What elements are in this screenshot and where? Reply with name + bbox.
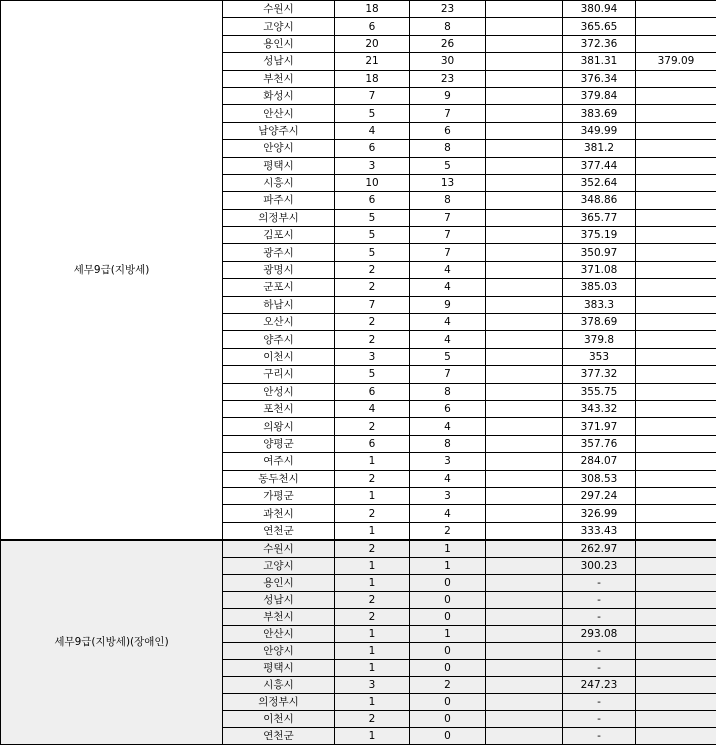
score-cell: 383.69 — [563, 105, 636, 122]
empty-cell — [486, 557, 563, 574]
empty-cell — [486, 348, 563, 365]
score-cell: - — [563, 608, 636, 625]
overall-avg-cell — [636, 608, 716, 625]
empty-cell — [486, 505, 563, 522]
overall-avg-cell — [636, 140, 716, 157]
count-b-cell: 7 — [410, 244, 486, 261]
empty-cell — [486, 18, 563, 35]
region-cell: 이천시 — [223, 710, 335, 727]
count-a-cell: 2 — [335, 261, 410, 278]
overall-avg-cell — [636, 625, 716, 642]
empty-cell — [486, 625, 563, 642]
empty-cell — [486, 157, 563, 174]
region-cell: 고양시 — [223, 18, 335, 35]
count-b-cell: 26 — [410, 35, 486, 52]
count-b-cell: 0 — [410, 693, 486, 710]
region-cell: 안양시 — [223, 642, 335, 659]
empty-cell — [486, 279, 563, 296]
score-cell: - — [563, 659, 636, 676]
score-cell: 357.76 — [563, 435, 636, 452]
overall-avg-cell — [636, 676, 716, 693]
count-a-cell: 3 — [335, 676, 410, 693]
overall-avg-cell — [636, 366, 716, 383]
count-a-cell: 6 — [335, 18, 410, 35]
overall-avg-cell — [636, 192, 716, 209]
count-a-cell: 7 — [335, 296, 410, 313]
score-cell: 375.19 — [563, 227, 636, 244]
count-b-cell: 4 — [410, 331, 486, 348]
score-cell: 353 — [563, 348, 636, 365]
empty-cell — [486, 1, 563, 18]
count-a-cell: 1 — [335, 659, 410, 676]
overall-avg-cell — [636, 261, 716, 278]
count-a-cell: 18 — [335, 1, 410, 18]
empty-cell — [486, 693, 563, 710]
score-cell: 379.8 — [563, 331, 636, 348]
count-a-cell: 3 — [335, 348, 410, 365]
region-cell: 시흥시 — [223, 174, 335, 191]
region-cell: 시흥시 — [223, 676, 335, 693]
empty-cell — [486, 331, 563, 348]
score-cell: 371.08 — [563, 261, 636, 278]
empty-cell — [486, 453, 563, 470]
empty-cell — [486, 727, 563, 744]
overall-avg-cell — [636, 693, 716, 710]
count-a-cell: 3 — [335, 157, 410, 174]
count-a-cell: 2 — [335, 505, 410, 522]
overall-avg-cell — [636, 642, 716, 659]
count-a-cell: 5 — [335, 366, 410, 383]
overall-avg-cell — [636, 522, 716, 540]
region-cell: 연천군 — [223, 522, 335, 540]
region-cell: 평택시 — [223, 659, 335, 676]
region-cell: 구리시 — [223, 366, 335, 383]
overall-avg-cell — [636, 453, 716, 470]
overall-avg-cell — [636, 348, 716, 365]
score-cell: 381.2 — [563, 140, 636, 157]
score-table-body — [1, 1, 716, 745]
count-a-cell: 5 — [335, 209, 410, 226]
region-cell: 연천군 — [223, 727, 335, 744]
empty-cell — [486, 53, 563, 70]
overall-avg-cell — [636, 383, 716, 400]
empty-cell — [486, 140, 563, 157]
count-a-cell: 1 — [335, 727, 410, 744]
score-cell: 377.44 — [563, 157, 636, 174]
empty-cell — [486, 435, 563, 452]
count-b-cell: 1 — [410, 625, 486, 642]
empty-cell — [486, 659, 563, 676]
score-cell: 284.07 — [563, 453, 636, 470]
count-b-cell: 0 — [410, 710, 486, 727]
count-a-cell: 2 — [335, 279, 410, 296]
score-cell: 247.23 — [563, 676, 636, 693]
overall-avg-cell — [636, 727, 716, 744]
overall-avg-cell — [636, 659, 716, 676]
count-b-cell: 6 — [410, 122, 486, 139]
overall-avg-cell — [636, 505, 716, 522]
score-cell: - — [563, 710, 636, 727]
region-cell: 용인시 — [223, 35, 335, 52]
region-cell: 김포시 — [223, 227, 335, 244]
overall-avg-cell — [636, 400, 716, 417]
overall-avg-cell — [636, 331, 716, 348]
count-a-cell: 7 — [335, 87, 410, 104]
region-cell: 가평군 — [223, 487, 335, 504]
region-cell: 안양시 — [223, 140, 335, 157]
score-cell: 308.53 — [563, 470, 636, 487]
count-a-cell: 18 — [335, 70, 410, 87]
count-a-cell: 6 — [335, 192, 410, 209]
overall-avg-cell — [636, 105, 716, 122]
empty-cell — [486, 174, 563, 191]
score-cell: 300.23 — [563, 557, 636, 574]
count-b-cell: 7 — [410, 209, 486, 226]
region-cell: 안산시 — [223, 105, 335, 122]
count-a-cell: 5 — [335, 227, 410, 244]
count-b-cell: 8 — [410, 383, 486, 400]
count-b-cell: 0 — [410, 591, 486, 608]
score-cell: 376.34 — [563, 70, 636, 87]
empty-cell — [486, 35, 563, 52]
group-name-cell: 세무9급(지방세)(장애인) — [1, 540, 223, 745]
empty-cell — [486, 244, 563, 261]
region-cell: 오산시 — [223, 314, 335, 331]
count-b-cell: 30 — [410, 53, 486, 70]
count-b-cell: 2 — [410, 676, 486, 693]
empty-cell — [486, 710, 563, 727]
overall-avg-cell — [636, 314, 716, 331]
empty-cell — [486, 314, 563, 331]
count-b-cell: 5 — [410, 157, 486, 174]
score-cell: 365.65 — [563, 18, 636, 35]
score-cell: 326.99 — [563, 505, 636, 522]
count-a-cell: 1 — [335, 557, 410, 574]
empty-cell — [486, 400, 563, 417]
score-cell: 348.86 — [563, 192, 636, 209]
empty-cell — [486, 227, 563, 244]
count-a-cell: 1 — [335, 642, 410, 659]
group-name-cell: 세무9급(지방세) — [1, 1, 223, 540]
count-b-cell: 7 — [410, 227, 486, 244]
region-cell: 고양시 — [223, 557, 335, 574]
region-cell: 수원시 — [223, 540, 335, 558]
region-cell: 동두천시 — [223, 470, 335, 487]
score-cell: - — [563, 693, 636, 710]
count-a-cell: 20 — [335, 35, 410, 52]
count-b-cell: 1 — [410, 557, 486, 574]
region-cell: 부천시 — [223, 608, 335, 625]
count-a-cell: 5 — [335, 105, 410, 122]
count-a-cell: 2 — [335, 608, 410, 625]
region-cell: 성남시 — [223, 591, 335, 608]
count-b-cell: 7 — [410, 366, 486, 383]
overall-avg-cell — [636, 591, 716, 608]
region-cell: 광주시 — [223, 244, 335, 261]
overall-avg-cell — [636, 87, 716, 104]
count-b-cell: 8 — [410, 18, 486, 35]
overall-avg-cell — [636, 157, 716, 174]
region-cell: 용인시 — [223, 574, 335, 591]
score-cell: 349.99 — [563, 122, 636, 139]
count-a-cell: 1 — [335, 574, 410, 591]
empty-cell — [486, 122, 563, 139]
count-b-cell: 0 — [410, 727, 486, 744]
count-b-cell: 9 — [410, 87, 486, 104]
overall-avg-cell — [636, 540, 716, 558]
empty-cell — [486, 522, 563, 540]
overall-avg-cell — [636, 122, 716, 139]
region-cell: 안성시 — [223, 383, 335, 400]
region-cell: 광명시 — [223, 261, 335, 278]
count-a-cell: 6 — [335, 435, 410, 452]
count-b-cell: 3 — [410, 453, 486, 470]
score-cell: 377.32 — [563, 366, 636, 383]
score-cell: 383.3 — [563, 296, 636, 313]
score-cell: - — [563, 727, 636, 744]
count-a-cell: 2 — [335, 470, 410, 487]
region-cell: 포천시 — [223, 400, 335, 417]
region-cell: 과천시 — [223, 505, 335, 522]
overall-avg-cell: 379.09 — [636, 53, 716, 70]
region-cell: 하남시 — [223, 296, 335, 313]
region-cell: 양주시 — [223, 331, 335, 348]
count-a-cell: 2 — [335, 591, 410, 608]
region-cell: 화성시 — [223, 87, 335, 104]
count-b-cell: 4 — [410, 279, 486, 296]
table-row — [1, 540, 716, 558]
count-a-cell: 6 — [335, 383, 410, 400]
score-cell: 381.31 — [563, 53, 636, 70]
empty-cell — [486, 608, 563, 625]
empty-cell — [486, 366, 563, 383]
overall-avg-cell — [636, 710, 716, 727]
count-b-cell: 5 — [410, 348, 486, 365]
empty-cell — [486, 642, 563, 659]
score-cell: 293.08 — [563, 625, 636, 642]
count-b-cell: 8 — [410, 435, 486, 452]
count-b-cell: 1 — [410, 540, 486, 558]
region-cell: 평택시 — [223, 157, 335, 174]
table-row — [1, 1, 716, 18]
region-cell: 양평군 — [223, 435, 335, 452]
count-a-cell: 10 — [335, 174, 410, 191]
score-cell: 365.77 — [563, 209, 636, 226]
count-b-cell: 23 — [410, 1, 486, 18]
region-cell: 의왕시 — [223, 418, 335, 435]
count-a-cell: 5 — [335, 244, 410, 261]
score-cell: 352.64 — [563, 174, 636, 191]
score-cell: 350.97 — [563, 244, 636, 261]
empty-cell — [486, 591, 563, 608]
count-a-cell: 21 — [335, 53, 410, 70]
count-b-cell: 7 — [410, 105, 486, 122]
empty-cell — [486, 105, 563, 122]
count-b-cell: 2 — [410, 522, 486, 540]
count-b-cell: 8 — [410, 192, 486, 209]
overall-avg-cell — [636, 418, 716, 435]
count-a-cell: 1 — [335, 453, 410, 470]
empty-cell — [486, 383, 563, 400]
overall-avg-cell — [636, 470, 716, 487]
score-cell: 385.03 — [563, 279, 636, 296]
score-cell: 297.24 — [563, 487, 636, 504]
count-a-cell: 1 — [335, 522, 410, 540]
score-cell: - — [563, 574, 636, 591]
overall-avg-cell — [636, 574, 716, 591]
overall-avg-cell — [636, 557, 716, 574]
region-cell: 이천시 — [223, 348, 335, 365]
count-b-cell: 6 — [410, 400, 486, 417]
count-a-cell: 2 — [335, 540, 410, 558]
overall-avg-cell — [636, 18, 716, 35]
region-cell: 부천시 — [223, 70, 335, 87]
count-a-cell: 2 — [335, 710, 410, 727]
score-cell: 380.94 — [563, 1, 636, 18]
empty-cell — [486, 470, 563, 487]
count-b-cell: 4 — [410, 505, 486, 522]
count-b-cell: 4 — [410, 470, 486, 487]
count-b-cell: 0 — [410, 574, 486, 591]
overall-avg-cell — [636, 209, 716, 226]
count-a-cell: 6 — [335, 140, 410, 157]
empty-cell — [486, 676, 563, 693]
count-b-cell: 13 — [410, 174, 486, 191]
count-b-cell: 23 — [410, 70, 486, 87]
empty-cell — [486, 261, 563, 278]
score-cell: 343.32 — [563, 400, 636, 417]
count-a-cell: 2 — [335, 418, 410, 435]
region-cell: 군포시 — [223, 279, 335, 296]
count-a-cell: 1 — [335, 625, 410, 642]
count-a-cell: 1 — [335, 487, 410, 504]
score-cell: - — [563, 642, 636, 659]
count-b-cell: 3 — [410, 487, 486, 504]
overall-avg-cell — [636, 1, 716, 18]
overall-avg-cell — [636, 435, 716, 452]
count-b-cell: 8 — [410, 140, 486, 157]
overall-avg-cell — [636, 227, 716, 244]
count-b-cell: 0 — [410, 608, 486, 625]
score-cell: 262.97 — [563, 540, 636, 558]
score-cell: 355.75 — [563, 383, 636, 400]
region-cell: 의정부시 — [223, 693, 335, 710]
overall-avg-cell — [636, 244, 716, 261]
count-b-cell: 0 — [410, 642, 486, 659]
score-cell: 371.97 — [563, 418, 636, 435]
score-cell: - — [563, 591, 636, 608]
region-cell: 파주시 — [223, 192, 335, 209]
empty-cell — [486, 296, 563, 313]
empty-cell — [486, 209, 563, 226]
score-cell: 379.84 — [563, 87, 636, 104]
region-cell: 남양주시 — [223, 122, 335, 139]
region-cell: 의정부시 — [223, 209, 335, 226]
region-cell: 성남시 — [223, 53, 335, 70]
score-cell: 378.69 — [563, 314, 636, 331]
count-b-cell: 4 — [410, 314, 486, 331]
count-a-cell: 2 — [335, 314, 410, 331]
region-cell: 수원시 — [223, 1, 335, 18]
overall-avg-cell — [636, 70, 716, 87]
overall-avg-cell — [636, 487, 716, 504]
count-a-cell: 2 — [335, 331, 410, 348]
overall-avg-cell — [636, 174, 716, 191]
region-cell: 여주시 — [223, 453, 335, 470]
count-b-cell: 4 — [410, 418, 486, 435]
score-cell: 333.43 — [563, 522, 636, 540]
score-cell: 372.36 — [563, 35, 636, 52]
empty-cell — [486, 70, 563, 87]
count-b-cell: 0 — [410, 659, 486, 676]
region-cell: 안산시 — [223, 625, 335, 642]
empty-cell — [486, 418, 563, 435]
count-a-cell: 4 — [335, 122, 410, 139]
overall-avg-cell — [636, 279, 716, 296]
count-a-cell: 4 — [335, 400, 410, 417]
empty-cell — [486, 87, 563, 104]
empty-cell — [486, 574, 563, 591]
overall-avg-cell — [636, 35, 716, 52]
count-a-cell: 1 — [335, 693, 410, 710]
overall-avg-cell — [636, 296, 716, 313]
count-b-cell: 9 — [410, 296, 486, 313]
count-b-cell: 4 — [410, 261, 486, 278]
empty-cell — [486, 487, 563, 504]
empty-cell — [486, 540, 563, 558]
empty-cell — [486, 192, 563, 209]
